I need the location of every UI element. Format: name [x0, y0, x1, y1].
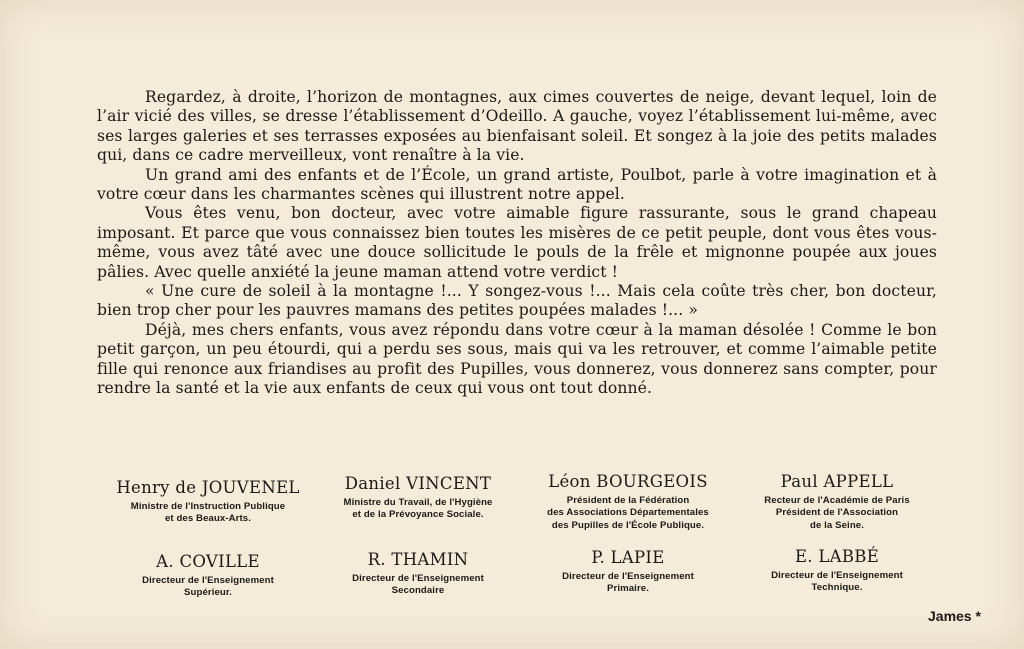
paragraph-5: Déjà, mes chers enfants, vous avez répondu dans votre cœur à la maman désolée ! Comme le bon petit garçon, un peu étourdi, qui a perdu ses sous, mais qui va les retrouver, et comme l’aimable petite fille qui renonce aux friandises au profit des Pupilles, vous donnerez, vous donnerez sans compter, pour rendre la santé et la vie aux enfants de ceux qui vous ont tout donné.: [97, 320, 937, 398]
signatory-name: P. LAPIE: [591, 548, 665, 567]
signatory-name: A. COVILLE: [156, 552, 260, 571]
paragraph-3: Vous êtes venu, bon docteur, avec votre aimable figure rassurante, sous le grand chapeau imposant. Et parce que vous connaissez bien toutes les misères de ce petit peuple, dont vous êtes vous-même, vous avez tâté avec une douce sollicitude le pouls de la frêle et mignonne poupée aux joues pâlies. Avec quelle anxiété la jeune maman attend votre verdict !: [97, 204, 937, 281]
signatory-coville: [93, 552, 323, 600]
signatory-title: Ministre du Travail, de l'Hygiène et de la Prévoyance Sociale.: [343, 497, 493, 521]
signatory-name: E. LABBÉ: [794, 547, 880, 566]
signatory-name: Henry de JOUVENEL: [116, 478, 300, 497]
signatory-title: Recteur de l'Académie de Paris Président de l'Association de la Seine.: [764, 495, 910, 531]
paragraph-1: Regardez, à droite, l’horizon de montagnes, aux cimes couvertes de neige, devant lequel, loin de l’air vicié des villes, se dresse l’établissement d’Odeillo. A gauche, voyez l’établissement lui-même, avec ses larges galeries et ses terrasses exposées au bienfaisant soleil. Et songez à la joie des petits malades qui, dans ce cadre merveilleux, vont renaître à la vie.: [97, 88, 937, 165]
signatory-title: Directeur de l'Enseignement Primaire.: [562, 571, 694, 595]
watermark-signature: James *: [928, 608, 981, 624]
signatory-jouvenel: [93, 478, 323, 526]
signatory-lapie: [513, 548, 743, 596]
signatory-name: Paul APPELL: [780, 472, 894, 491]
signatory-name: Léon BOURGEOIS: [548, 472, 708, 491]
signatory-title: Ministre de l'Instruction Publique et des Beaux-Arts.: [130, 501, 286, 525]
signatory-title: Directeur de l'Enseignement Technique.: [771, 570, 903, 594]
signatory-vincent: [303, 474, 533, 522]
signatory-bourgeois: [513, 472, 743, 532]
signatory-name: R. THAMIN: [367, 550, 469, 569]
signatory-labbe: [722, 547, 952, 595]
signatory-title: Président de la Fédération des Associations Départementales des Pupilles de l'École Publique.: [547, 495, 709, 531]
paragraph-2: Un grand ami des enfants et de l’École, un grand artiste, Poulbot, parle à votre imagination et à votre cœur dans les charmantes scènes qui illustrent notre appel.: [97, 165, 937, 204]
signatory-thamin: [303, 550, 533, 598]
paragraph-quote: « Une cure de soleil à la montagne !... Y songez-vous !... Mais cela coûte très cher, bon docteur, bien trop cher pour les pauvres mamans des petites poupées malades !... »: [97, 282, 937, 320]
signatory-appell: [722, 472, 952, 532]
signatory-name: Daniel VINCENT: [344, 474, 492, 493]
signatory-title: Directeur de l'Enseignement Supérieur.: [142, 575, 274, 599]
signatory-title: Directeur de l'Enseignement Secondaire: [352, 573, 484, 597]
body-text: [97, 88, 937, 399]
